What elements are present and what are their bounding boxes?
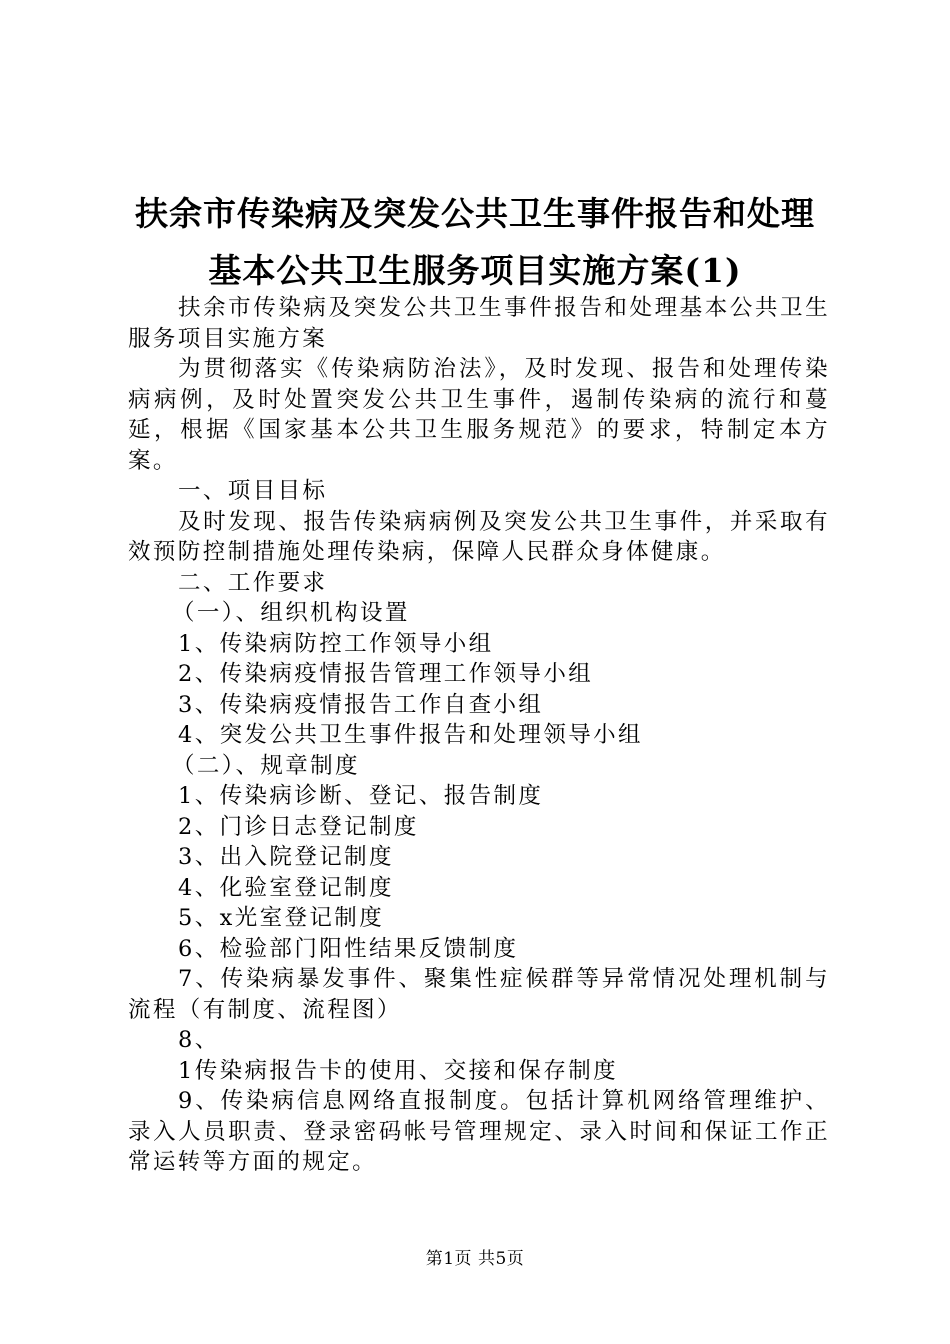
document-title-line-1: 扶余市传染病及突发公共卫生事件报告和处理	[135, 194, 815, 233]
section-heading-requirements: 二、工作要求	[178, 569, 328, 596]
list-item: 1、传染病诊断、登记、报告制度	[178, 783, 544, 809]
list-item: 4、突发公共卫生事件报告和处理领导小组	[178, 722, 643, 748]
list-item: 4、化验室登记制度	[178, 874, 394, 901]
subsection-heading-rules: （二）、规章制度	[172, 752, 360, 779]
subsection-heading-organization: （一）、组织机构设置	[172, 600, 410, 626]
list-item: 8、	[178, 1027, 220, 1053]
list-item: 9、传染病信息网络直报制度。包括计算机网络管理维护、录入人员职责、登录密码帐号管理规定、录入时间和保证工作正常运转等方面的规定。	[128, 1088, 830, 1175]
list-item: 2、传染病疫情报告管理工作领导小组	[178, 661, 594, 687]
paragraph-purpose: 为贯彻落实《传染病防治法》，及时发现、报告和处理传染病病例，及时处置突发公共卫生事件，遏制传染病的流行和蔓延，根据《国家基本公共卫生服务规范》的要求，特制定本方案。	[128, 356, 830, 474]
list-item: 3、出入院登记制度	[178, 844, 394, 870]
list-item: 1、传染病防控工作领导小组	[178, 630, 494, 657]
list-item: 7、传染病暴发事件、聚集性症候群等异常情况处理机制与流程（有制度、流程图）	[128, 966, 830, 1023]
page-indicator: 第1页 共5页	[425, 1249, 525, 1269]
section-heading-goals: 一、项目目标	[178, 478, 328, 504]
paragraph-intro: 扶余市传染病及突发公共卫生事件报告和处理基本公共卫生服务项目实施方案	[128, 295, 830, 352]
document-body	[128, 293, 830, 1178]
paragraph-goals: 及时发现、报告传染病病例及突发公共卫生事件，并采取有效预防控制措施处理传染病，保障人民群众身体健康。	[128, 508, 830, 565]
document-title-line-2: 基本公共卫生服务项目实施方案(1)	[208, 251, 742, 290]
list-item: 3、传染病疫情报告工作自查小组	[178, 691, 544, 718]
list-item: 2、门诊日志登记制度	[178, 813, 419, 840]
list-item: 5、x光室登记制度	[178, 905, 385, 931]
list-item: 6、检验部门阳性结果反馈制度	[178, 935, 519, 962]
list-item: 1传染病报告卡的使用、交接和保存制度	[178, 1057, 619, 1084]
